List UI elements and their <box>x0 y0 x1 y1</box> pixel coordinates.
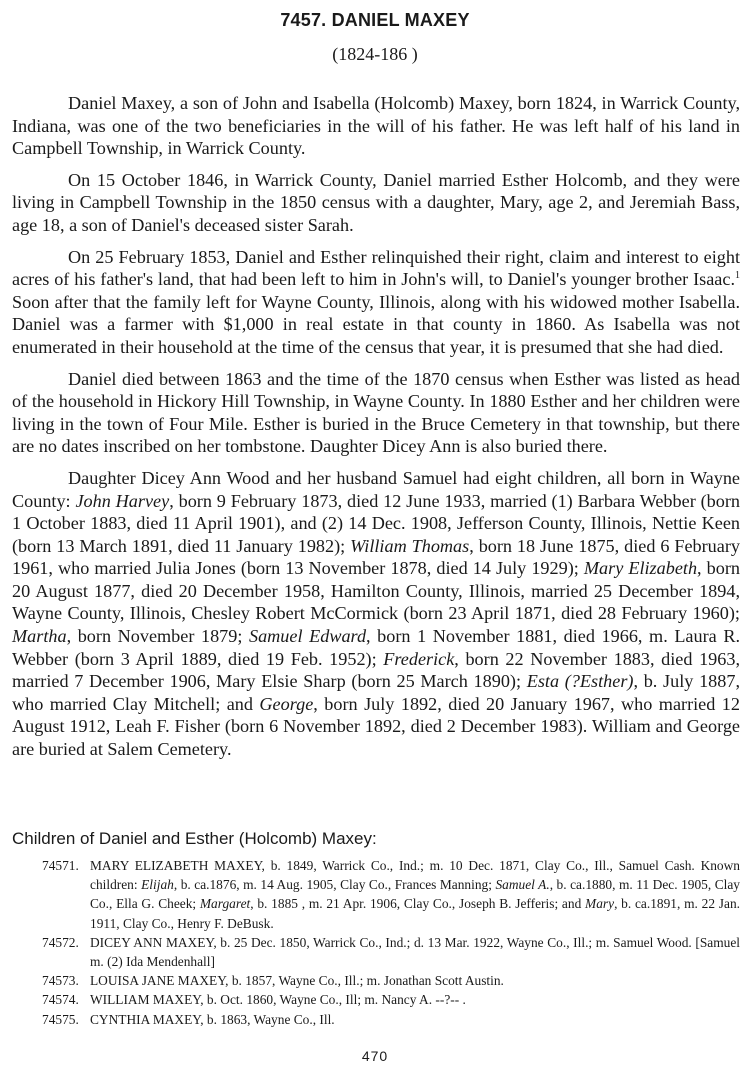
children-list <box>42 856 740 1029</box>
text-run: , born July 1892, died 20 January 1967, who married 12 August 1912, Leah F. Fisher (born 6 November 1892, died 2 December 1983). William and George are buried at Salem Cemetery. <box>12 693 740 760</box>
child-text <box>90 992 466 1007</box>
child-text <box>90 935 740 969</box>
paragraph <box>12 467 740 761</box>
text-run: , born November 1879; <box>66 626 249 647</box>
text-run: DICEY ANN MAXEY, b. 25 Dec. 1850, Warrick Co., Ind.; d. 13 Mar. 1922, Wayne Co., Ill.; m. Samuel Wood. [Samuel m. (2) Ida Mendenhall] <box>90 934 740 970</box>
italic-name: Mary Elizabeth <box>583 558 698 579</box>
text-run: MARY ELIZABETH MAXEY, b. 1849, Warrick Co., Ind.; m. 10 Dec. 1871, Clay Co., Ill., Samuel Cash. Known children: <box>90 858 740 893</box>
child-entry <box>42 856 740 933</box>
text-run: , b. 1885 , m. 21 Apr. 1906, Clay Co., Joseph B. Jefferis; and <box>250 896 586 912</box>
paragraph: Daniel Maxey, a son of John and Isabella (Holcomb) Maxey, born 1824, in Warrick County, Indiana, was one of the two beneficiaries in the will of his father. He was left half of his land in Campbell Township, in Warrick County. <box>12 93 740 159</box>
paragraph: On 15 October 1846, in Warrick County, Daniel married Esther Holcomb, and they were living in Campbell Township in the 1850 census with a daughter, Mary, age 2, and Jeremiah Bass, age 18, a son of Daniel's deceased sister Sarah. <box>12 169 740 235</box>
text-run: , b. ca.1891, m. 22 Jan. 1911, Clay Co., Henry F. DeBusk. <box>90 896 740 931</box>
text-run: LOUISA JANE MAXEY, b. 1857, Wayne Co., Ill.; m. Jonathan Scott Austin. <box>90 973 504 989</box>
paragraph <box>12 246 740 359</box>
text-run: , b. ca.1876, m. 14 Aug. 1905, Clay Co., Frances Manning; <box>173 877 496 893</box>
child-text <box>90 858 740 931</box>
child-text <box>90 973 504 988</box>
text-run: , born 18 June 1875, died 6 February 1961, who married Julia Jones (born 13 November 1878, died 14 July 1929); <box>12 535 740 579</box>
italic-name: George <box>259 693 314 714</box>
child-entry <box>42 971 740 990</box>
child-number: 74575. <box>42 1011 79 1027</box>
child-number: 74572. <box>42 934 79 950</box>
text-run: , born 20 August 1877, died 20 December 1958, Hamilton County, Illinois, married 25 December 1894, Wayne County, Illinois, Chesley Robert McCormick (born 23 April 1871, died 28 February 1960); <box>12 558 740 624</box>
life-dates: (1824-186 ) <box>332 44 418 64</box>
children-heading: Children of Daniel and Esther (Holcomb) Maxey: <box>12 829 377 848</box>
child-number: 74574. <box>42 992 79 1008</box>
italic-name: Samuel Edward <box>248 626 367 647</box>
text-run: WILLIAM MAXEY, b. Oct. 1860, Wayne Co., Ill; m. Nancy A. --?-- . <box>90 992 466 1008</box>
paragraph-text: On 25 February 1853, Daniel and Esther relinquished their right, claim and interest to eight acres of his father's land, that had been left to him in John's will, to Daniel's younger brother Isaac. <box>12 246 740 290</box>
text-run: CYNTHIA MAXEY, b. 1863, Wayne Co., Ill. <box>90 1011 335 1027</box>
text-run: , born 22 November 1883, died 1963, married 7 December 1906, Mary Elsie Sharp (born 25 March 1890); <box>12 648 740 692</box>
child-entry <box>42 1010 740 1029</box>
italic-name: William Thomas <box>350 535 470 556</box>
text-run: , b. ca.1880, m. 11 Dec. 1905, Clay Co., Ella G. Cheek; <box>90 877 740 912</box>
italic-name: Margaret <box>199 896 251 912</box>
child-number: 74571. <box>42 858 79 873</box>
biography-text <box>12 92 740 761</box>
italic-name: John Harvey <box>75 490 170 511</box>
paragraph: Daniel died between 1863 and the time of the 1870 census when Esther was listed as head of the household in Hickory Hill Township, in Wayne County. In 1880 Esther and her children were living in the town of Four Mile. Esther is buried in the Bruce Cemetery in that township, but there are no dates inscribed on her tombstone. Daughter Dicey Ann is also buried there. <box>12 368 740 457</box>
child-text <box>90 1012 335 1027</box>
italic-name: Martha <box>12 626 67 647</box>
italic-name: Esta (?Esther) <box>526 671 634 692</box>
italic-name: Frederick <box>383 648 455 669</box>
footnote-marker: 1 <box>735 270 740 282</box>
child-number: 74573. <box>42 973 79 989</box>
text-run: , born 1 November 1881, died 1966, m. Laura R. Webber (born 3 April 1889, died 19 Feb. 1952); <box>12 626 740 669</box>
page-title: 7457. DANIEL MAXEY <box>280 10 470 30</box>
italic-name: Mary <box>585 896 615 912</box>
text-run: , born 9 February 1873, died 12 June 1933, married (1) Barbara Webber (born 1 October 1883, died 11 April 1901), and (2) 14 Dec. 1908, Jefferson County, Illinois, Nettie Keen (born 13 March 1891, died 11 January 1982); <box>12 490 740 556</box>
child-entry <box>42 990 740 1009</box>
italic-name: Elijah <box>141 877 174 893</box>
paragraph-text: Soon after that the family left for Wayne County, Illinois, along with his widowed mother Isabella. Daniel was a farmer with $1,000 in real estate in that county in 1860. As Isabella was not enumerated in their household at the time of the census that year, it is presumed that she had died. <box>12 291 740 357</box>
text-run: , b. July 1887, who married Clay Mitchell; and <box>12 671 740 714</box>
page-number: 470 <box>361 1048 389 1064</box>
italic-name: Samuel A. <box>495 877 550 893</box>
text-run: Daughter Dicey Ann Wood and her husband Samuel had eight children, all born in Wayne County: <box>12 467 740 511</box>
child-entry <box>42 933 740 971</box>
